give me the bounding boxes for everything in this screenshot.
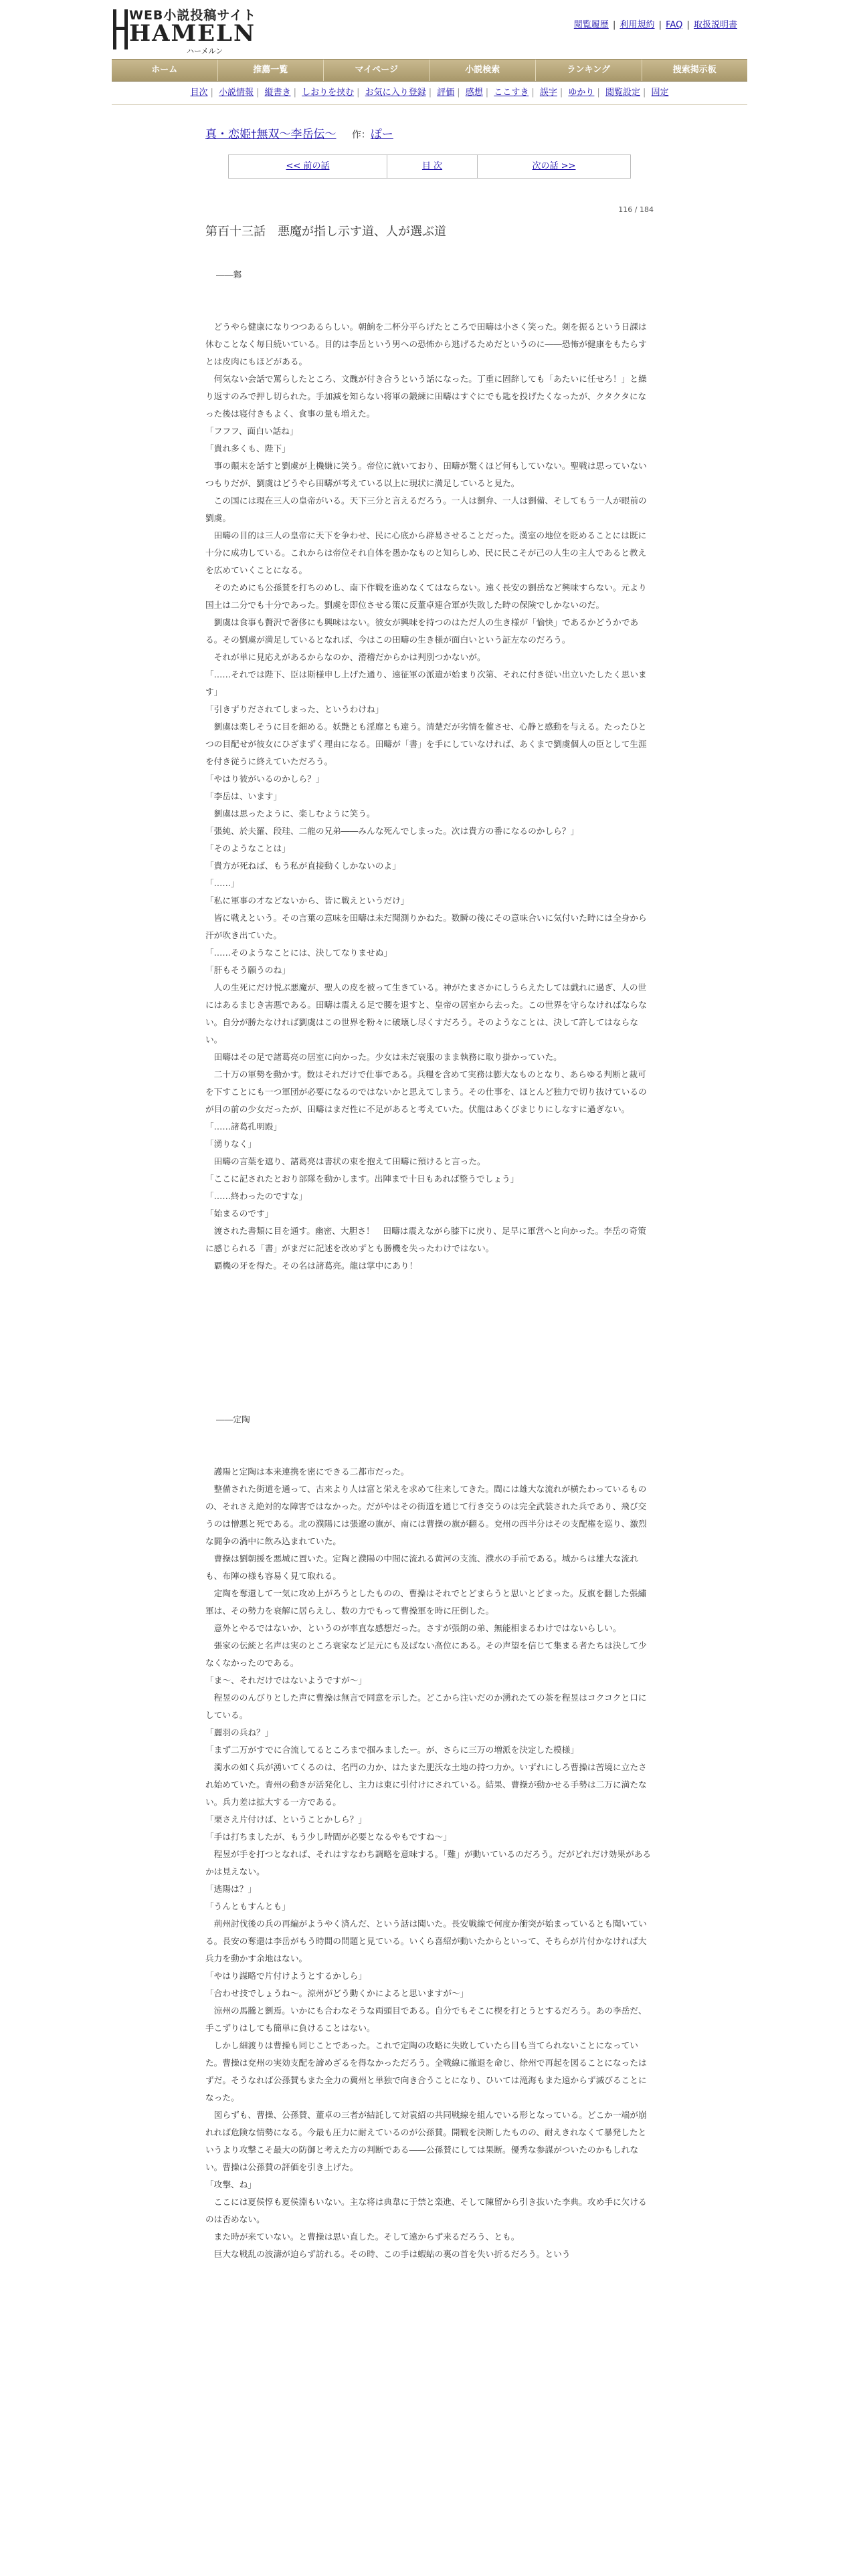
chapter-body (205, 266, 654, 2263)
main-nav (112, 59, 747, 82)
subnav-review[interactable]: 感想 (465, 88, 483, 98)
paragraph: 「逃陽は？」 (205, 1884, 257, 1894)
paragraph: 濁水の如く兵が湧いてくるのは、名門の力か、はたまた肥沃な土地の持つ力か。いずれにしろ曹操は苦境に立たされ始めていた。青州の動きが活発化し、主力は東に引付けにされている。結果、曹操が動かせる手勢は二万に満たない。兵力差は拡大する一方である。 (205, 1762, 647, 1807)
terms-link[interactable]: 利用規約 (619, 20, 655, 30)
nav-mypage[interactable]: マイページ (324, 60, 430, 81)
paragraph: そのためにも公孫賛を打ちのめし、南下作戦を進めなくてはならない。遠く長安の劉岳など興味すらない。元より国土は二分でも十分であった。劉虞を即位させる策に反董卓連合軍が失敗した時の保険でしかないのだ。 (205, 582, 647, 610)
paragraph: 「……そのようなことには、決してなりませぬ」 (205, 948, 393, 958)
logo-subtitle: ハーメルン (187, 47, 223, 56)
paragraph: 程昱ののんびりとした声に曹操は無言で同意を示した。どこから注いだのか湧れたての茶を程昱はコクコクと口にしている。 (205, 1693, 647, 1720)
paragraph: 「貴れ多くも、陛下」 (205, 443, 290, 453)
paragraph: 田疇の言葉を遮り、諸葛亮は書状の束を抱えて田疇に預けると言った。 (205, 1156, 486, 1166)
paragraph: 「やはり彼がいるのかしら？」 (205, 774, 324, 784)
paragraph: 人の生死にだけ悦ぶ悪魔が、聖人の皮を被って生きている。神がたまさかにしうらえたしては戯れに過ぎ、人の世にはあるまじき害悪である。田疇は震える足で腰を退すと、皇帝の居室から去った。この世界を守らなければならない。自分が勝たなければ劉虞はこの世界を粉々に破壊し尽くすだろう。そのようなことは、決して許してはならない。 (205, 982, 647, 1045)
subnav-pin[interactable]: 固定 (651, 88, 669, 98)
paragraph: 劉虞は楽しそうに目を細める。妖艶とも淫靡とも違う。清楚だが劣情を催させ、心静と感動を与える。たったひとつの目配せが彼女にひざまずく理由になる。田疇が「書」を手にしていなければ、あくまで劉虞個人の臣として生涯を付き従うに終えていただろう。 (205, 722, 647, 766)
paragraph: また時が来ていない。と曹操は思い直した。そして遠からず来るだろう、とも。 (205, 2232, 520, 2242)
subnav-favorite[interactable]: お気に入り登録 (365, 88, 426, 98)
chapter-title: 第百十三話 悪魔が指し示す道、人が選ぶ道 (205, 225, 446, 239)
author-link[interactable]: ぽー (370, 128, 393, 141)
manual-link[interactable]: 取扱説明書 (693, 20, 737, 30)
nav-home[interactable]: ホーム (112, 60, 218, 81)
subnav-bookmark[interactable]: しおりを挟む (302, 88, 355, 98)
logo-tagline: WEB小説投稿サイト (129, 8, 257, 23)
subnav-yukari[interactable]: ゆかり (568, 88, 595, 98)
top-links: 閲覧履歴 | 利用規約 | FAQ | 取扱説明書 (573, 20, 737, 30)
nav-search[interactable]: 小説検索 (430, 60, 537, 81)
main-content (205, 114, 654, 2263)
subnav-typo[interactable]: 誤字 (539, 88, 557, 98)
paragraph: 「麗羽の兵ね？」 (205, 1727, 274, 1737)
paragraph: 「ここに記されたとおり部隊を動かします。出陣まで十日もあれば整うでしょう」 (205, 1174, 519, 1184)
subnav-info[interactable]: 小説情報 (219, 88, 254, 98)
paragraph: 「始まるのです」 (205, 1208, 274, 1218)
paragraph: 整備された街道を通って、古来より人は富と栄えを求めて往来してきた。間には雄大な流れが横たわっているものの、それさえ絶対的な障害ではなかった。だがやはその街道を通じて行き交うのは完全武装された兵であり、飛び交うのは憎悪と死である。北の濮陽には張遼の旗が、南には曹操の旗が翻る。兗州の西半分はその支配権を巡り、激烈な闘争の渦中に飲み込まれていた。 (205, 1484, 647, 1546)
section-heading: ――鄴 (216, 270, 242, 280)
paragraph: 護陽と定陶は本来連携を密にできる二都市だった。 (205, 1467, 409, 1477)
paragraph: 「攻撃、ね」 (205, 2179, 257, 2189)
next-chapter-link[interactable]: 次の話 >> (532, 161, 576, 171)
site-header (0, 0, 859, 56)
nav-recommend[interactable]: 推薦一覧 (218, 60, 324, 81)
paragraph: 「……」 (205, 878, 240, 888)
paragraph: 「手は打ちましたが、もう少し時間が必要となるやもですね～」 (205, 1832, 452, 1842)
paragraph: 「そのようなことは」 (205, 843, 290, 853)
paragraph: 「引きずりだされてしまった、というわけね」 (205, 704, 384, 714)
novel-title-link[interactable]: 真・恋姫†無双～李岳伝～ (205, 128, 337, 141)
paragraph: 覇機の牙を得た。その名は諸葛亮。龍は掌中にあり！ (205, 1261, 418, 1271)
novel-heading (205, 124, 654, 141)
prev-chapter-link[interactable]: << 前の話 (229, 155, 387, 178)
paragraph: 「……それでは陛下、臣は斯様申し上げた通り、遠征軍の派遣が始まり次第、それに付き従い出立いたしたく思います」 (205, 669, 647, 697)
paragraph: 劉虞は食事も贅沢で奢侈にも興味はない。彼女が興味を持つのはただ人の生き様が「愉快」であるかどうかである。その劉虞が満足しているとなれば、今はこの田疇の生き様が面白いという証左なのだろう。 (205, 617, 639, 645)
paragraph: 「湧りなく」 (205, 1139, 257, 1149)
paragraph: 田疇の目的は三人の皇帝に天下を争わせ、民に心底から辟易させることだった。漢室の地位を貶めることには既に十分に成功している。これからは帝位それ自体を愚かなものと知らしめ、民に民こそが己の人生の主人であると教えを広めていくことになる。 (205, 530, 647, 575)
paragraph: 劉虞は思ったように、楽しむように笑う。 (205, 809, 375, 819)
paragraph: 「……終わったのですな」 (205, 1191, 308, 1201)
paragraph: 「合わせ技でしょうね～。涼州がどう動くかによると思いますが～」 (205, 1988, 469, 1998)
chapter-pager (228, 154, 631, 179)
paragraph: 意外とやるではないか、というのが率直な感想だった。さすが張朗の弟、無能相まるわけではないらしい。 (205, 1623, 622, 1633)
paragraph: 何気ない会話で罵らしたところ、文醜が付き合うという話になった。丁重に固辞しても「あたいに任せろ！」と繰り返すのみで押し切られた。手加減を知らない将軍の鍛練に田疇はすぐにでも匙を投げたくなったが、クタクタになった後は寝付きもよく、食事の量も増えた。 (205, 374, 647, 419)
paragraph: 「栗さえ片付けば、ということかしら？」 (205, 1814, 367, 1824)
history-link[interactable]: 閲覧履歴 (573, 20, 609, 30)
paragraph: どうやら健康になりつつあるらしい。朝餉を二杯分平らげたところで田疇は小さく笑った。剣を振るという日課は休むことなく毎日続いている。目的は李岳という男への恐怖から逃げるためだというのに――恐怖が健康をもたらすとは皮肉にもほどがある。 (205, 322, 647, 366)
logo-title: HAMELN (129, 20, 256, 47)
paragraph: 「李岳は、います」 (205, 791, 282, 801)
paragraph: 「貴方が死ねば、もう私が直接動くしかないのよ」 (205, 861, 401, 871)
section-heading: ――定陶 (216, 1414, 250, 1424)
paragraph: この国には現在三人の皇帝がいる。天下三分と言えるだろう。一人は劉弁、一人は劉備、そしてもう一人が眼前の劉虞。 (205, 496, 647, 523)
toc-link[interactable]: 目 次 (387, 155, 478, 178)
paragraph: しかし細渡りは曹操も同じことであった。これで定陶の攻略に失敗していたら目も当てられないことになっていた。曹操は兗州の実効支配を諦めざるを得なかっただろう。全戦線に撤退を命じ、徐州で再起を図ることになったはずだ。そうなれば公孫賛もまた全力の冀州と単独で向き合うことになり、ひいては滝海もまた遠からず滅びることになった。 (205, 2040, 647, 2103)
nav-board[interactable]: 捜索掲示板 (672, 65, 717, 75)
paragraph: 「まず二万がすでに合流してるところまで掴みましたー。が、さらに三万の増派を決定した模様」 (205, 1745, 579, 1755)
paragraph: 荊州討伐後の兵の再編がようやく済んだ、という話は聞いた。長安戦線で何度か衝突が始まっているとも聞いている。長安の奪還は李岳がもう時間の問題と見ている。いくら喜紹が動いたからといって、そちらが片付かなければ大兵力を動かす余地はない。 (205, 1919, 647, 1963)
author-label: 作： (351, 130, 371, 140)
paragraph: 「フフフ、面白い話ね」 (205, 426, 298, 436)
novel-subnav: 目次 | 小説情報 | 縦書き | しおりを挟む | お気に入り登録 | 評価 | 感想 | ここすき | 誤字 | ゆかり | 閲覧設定 | 固定 (112, 82, 747, 105)
subnav-like[interactable]: ここすき (494, 88, 529, 98)
paragraph: 「張純、於夫羅、段珪、二龍の兄弟――みんな死んでしまった。次は貴方の番になるのかしら？」 (205, 826, 579, 836)
section-1-text (205, 318, 654, 1275)
paragraph: 「やはり謀略で片付けようとするかしら」 (205, 1971, 367, 1981)
paragraph: ここには夏侯惇も夏侯淵もいない。主な将は典韋に于禁と楽進、そして陳留から引き抜いた李典。攻め手に欠けるのは否めない。 (205, 2197, 647, 2224)
section-2-text (205, 1463, 654, 2263)
faq-link[interactable]: FAQ (666, 20, 683, 30)
paragraph: 「私に軍事の才などないから、皆に戦えというだけ」 (205, 895, 409, 905)
paragraph: 定陶を奪還して一気に攻め上がろうとしたものの、曹操はそれでとどまらうと思いとどまった。反旗を翻した張繡軍は、その勢力を衰解に居らえし、数の力でもって曹操軍を時に圧倒した。 (205, 1588, 647, 1616)
paragraph: 「……諸葛孔明殿」 (205, 1121, 282, 1132)
paragraph: 曹操は劉朝援を悪城に置いた。定陶と濮陽の中間に流れる黄河の支流、濮水の手前である。城からは雄大な流れも、布陣の様も容易く見て取れる。 (205, 1553, 639, 1581)
paragraph: それが単に見応えがあるからなのか、滑稽だからかは判別つかないが。 (205, 652, 486, 662)
paragraph: 「ま～、それだけではないようですが～」 (205, 1675, 367, 1685)
subnav-vertical[interactable]: 縦書き (264, 88, 291, 98)
nav-ranking[interactable]: ランキング (536, 60, 642, 81)
paragraph: 張家の伝統と名声は実のところ衰家など足元にも及ばない高位にある。その声望を信じて集まる者たちは決して少なくなかったのである。 (205, 1640, 647, 1668)
paragraph: 図らずも、曹操、公孫賛、董卓の三者が結託して対袁紹の共同戦線を組んでいる形となっている。どこか一端が崩れれば危険な情勢になる。今最も圧力に耐えているのが公孫賛。開戦を決断したものの、耐えきれなくて暴発したというより攻撃こそ最大の防御と考えた方の判断である――公孫賛にしては果断。優秀な参謀がついたのかもしれない。曹操は公孫賛の評価を引き上げた。 (205, 2110, 647, 2172)
paragraph: 「うんともすんとも」 (205, 1901, 290, 1911)
subnav-toc[interactable]: 目次 (190, 88, 208, 98)
paragraph: 事の顛末を話すと劉虞が上機嫌に笑う。帝位に就いており、田疇が驚くほど何もしていない。聖戦は思っていないつもりだが、劉虞はどうやら田疇が考えている以上に現状に満足していると見た。 (205, 461, 647, 488)
paragraph: 程昱が手を打つとなれば、それはすなわち調略を意味する。「難」が動いているのだろう。だがどれだけ効果があるかは見えない。 (205, 1849, 652, 1876)
paragraph: 渡された書類に目を通す。幽密、大胆さ！ 田疇は震えながら膝下に戻り、足早に軍営へと向かった。李岳の奇策に感じられる「書」がまだに記述を改めずとも勝機を失ったわけではない。 (205, 1226, 646, 1253)
paragraph: 涼州の馬騰と劉焉。いかにも合わなそうな両頭目である。自分でもそこに楔を打とうとするだろう。あの李岳だ、手こずりはしても簡単に負けることはない。 (205, 2006, 647, 2033)
subnav-rate[interactable]: 評価 (437, 88, 455, 98)
page-count: 116 / 184 (618, 205, 654, 214)
paragraph: 田疇はその足で諸葛亮の居室に向かった。少女は未だ衰服のまま執務に取り掛かっていた。 (205, 1052, 562, 1062)
site-logo[interactable] (112, 4, 259, 55)
paragraph: 二十万の軍勢を動かす。数はそれだけで仕事である。兵糧を含めて実務は膨大なものとなり、あらゆる判断と裁可を下すことにも一つ軍団が必要になるのではないかと思えてしまう。その仕事を、ほとんど独力で切り抜けているのが目の前の少女だったが、田疇はまだ性に不足があると考えていた。伏龍はあくびまじりにしなすに過ぎない。 (205, 1069, 647, 1114)
subnav-view-settings[interactable]: 閲覧設定 (605, 88, 640, 98)
paragraph: 巨大な戦乱の波濤が迫らず訪れる。その時、この手は蝦蛄の裏の首を失い折るだろう。という (205, 2249, 571, 2259)
paragraph: 皆に戦えという。その言葉の意味を田疇は未だ聞測りかねた。数瞬の後にその意味合いに気付いた時には全身から汗が吹き出ていた。 (205, 913, 647, 940)
paragraph: 「肝もそう願うのね」 (205, 965, 290, 975)
